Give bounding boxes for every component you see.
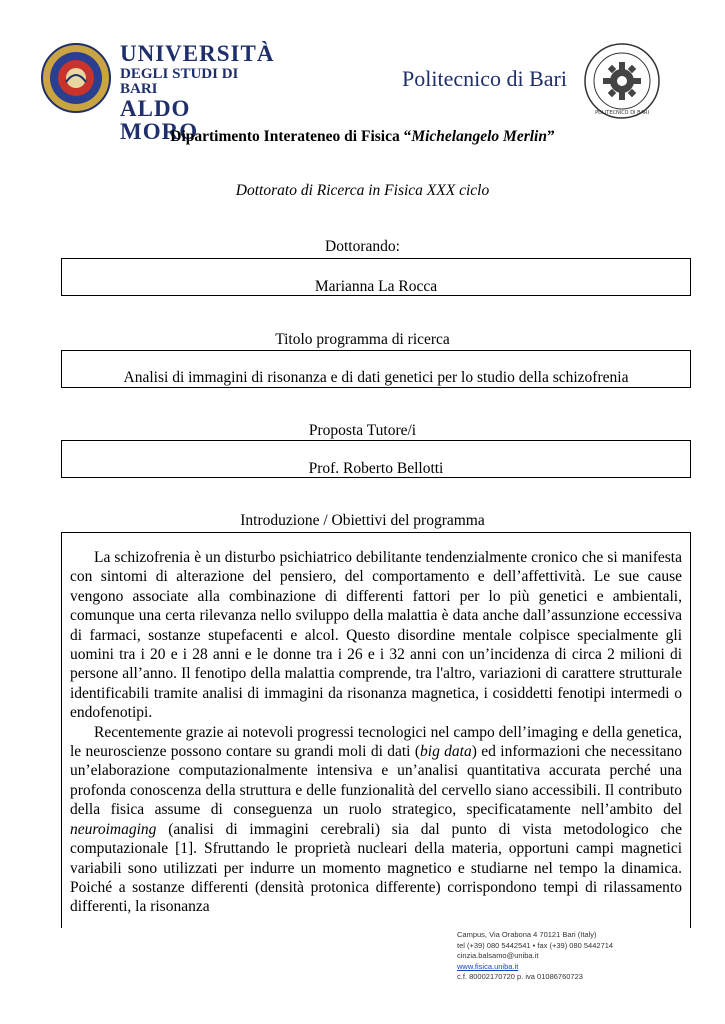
svg-text:POLITECNICO DI BARI: POLITECNICO DI BARI [595,110,649,116]
candidate-box [61,258,691,296]
tutor-box [61,440,691,478]
university-aldo-moro: ALDO MORO [120,96,199,144]
politecnico-seal-icon [583,42,661,120]
university-subtitle: DEGLI STUDI DI BARI [120,66,239,97]
tutor-name: Prof. Roberto Bellotti [308,460,444,477]
university-name: UNIVERSITÀ [120,41,275,66]
program-label: Titolo programma di ricerca [275,331,450,348]
candidate-label: Dottorando: [325,238,400,255]
footer-tax-ids: c.f. 80002170720 p. iva 01086760723 [457,972,583,981]
university-logo [40,41,275,144]
footer-phone: tel (+39) 080 5442541 • fax (+39) 080 5442714 [457,940,614,950]
intro-paragraph-2: Recentemente grazie ai notevoli progressi tecnologici nel campo dell’imaging e della genetica, le neuroscienze possono contare su grandi moli di dati (big data) ed informazioni che necessitano un’elaborazione computazionalmente intensiva e un’analisi quantitativa accurata perché una profonda conoscenza della struttura e delle funzionalità del cervello siano accessibili. Il contributo della fisica assume di conseguenza un ruolo strategico, specificatamente nell’ambito del neuroimaging (analisi di immagini cerebrali) sia dal punto di vista metodologico che computazionale [1]. Sfruttando le proprietà nucleari della materia, opportuni campi magnetici variabili sono utilizzati per indurre un momento magnetico e studiarne nel tempo la dinamica. Poiché a sostanze differenti (densità protonica differente) corrispondono tempi di rilassamento differenti, la risonanza [70,723,682,916]
intro-paragraph-1: La schizofrenia è un disturbo psichiatrico debilitante tendenzialmente cronico che si manifesta con sintomi di alterazione del pensiero, del comportamento e dell’affettività. Le sue cause vengono associate alla combinazione di differenti fattori per lo più genetici e ambientali, comunque una certa rilevanza nello sviluppo della malattia è data anche dall’assunzione eccessiva di farmaci, sostanze stupefacenti e alcol. Questo disordine mentale colpisce specialmente gli uomini tra i 20 e i 28 anni e le donne tra i 26 e i 32 anni con un’incidenza di circa 2 milioni di persone all’anno. Il fenotipo della malattia comprende, tra l'altro, variazioni di carattere strutturale identificabili tramite analisi di immagini da risonanza magnetica, i cosiddetti fenotipi intermedi o endofenotipi. [70,549,682,722]
program-box [61,350,691,388]
footer-email: cinzia.balsamo@uniba.it [457,951,539,960]
footer-contact [457,930,613,983]
footer-website-link[interactable]: www.fisica.uniba.it [457,961,519,971]
politecnico-logo [583,42,661,120]
politecnico-name: Politecnico di Bari [402,66,567,91]
tutor-label: Proposta Tutore/i [308,422,417,439]
department-title: Dipartimento Interateneo di Fisica “Michelangelo Merlin” [170,128,555,145]
footer-address: Campus, Via Orabona 4 70121 Bari (Italy) [457,930,597,939]
candidate-name: Marianna La Rocca [314,278,438,295]
university-seal-icon [40,42,112,114]
program-title: Analisi di immagini di risonanza e di dati genetici per lo studio della schizofrenia [123,369,629,386]
intro-label: Introduzione / Obiettivi del programma [240,512,485,529]
intro-box [61,532,691,928]
doctorate-title: Dottorato di Ricerca in Fisica XXX ciclo [235,182,490,199]
